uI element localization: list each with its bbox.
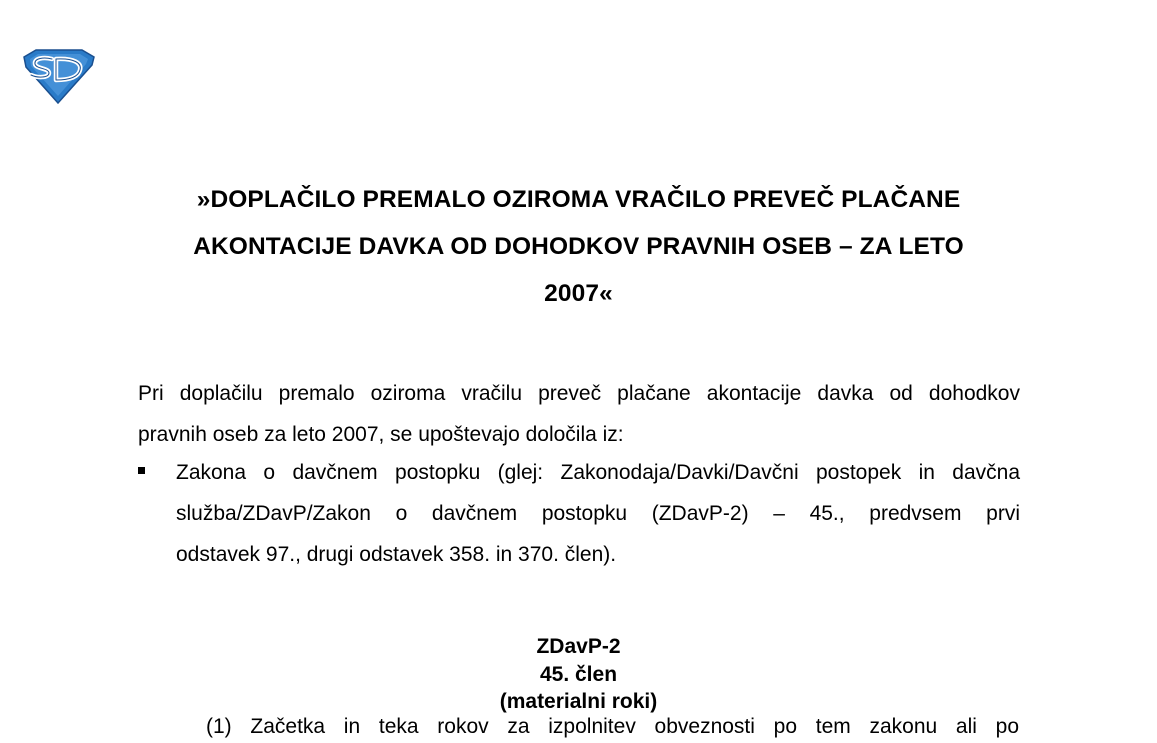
article-paragraph: (1) Začetka in teka rokov za izpolnitev obveznosti po tem zakonu ali po — [206, 715, 1019, 738]
document-title — [140, 176, 1017, 317]
article-title: (materialni roki) — [499, 690, 658, 713]
list-item — [138, 452, 1020, 575]
sd-logo-icon — [22, 47, 96, 105]
intro-line-1: Pri doplačilu premalo oziroma vračilu preveč plačane akontacije davka od dohodkov — [138, 382, 1020, 405]
title-line-3: 2007« — [544, 280, 613, 307]
article-number: 45. člen — [539, 662, 618, 686]
title-line-2: AKONTACIJE DAVKA OD DOHODKOV PRAVNIH OSEB – ZA LETO — [193, 233, 964, 260]
bullet-line-3: odstavek 97., drugi odstavek 358. in 370. člen). — [176, 543, 617, 566]
intro-line-2: pravnih oseb za leto 2007, se upoštevajo določila iz: — [138, 423, 624, 446]
bullet-line-2: služba/ZDavP/Zakon o davčnem postopku (ZDavP-2) – 45., predvsem prvi — [176, 502, 1020, 525]
intro-paragraph — [138, 373, 1020, 455]
title-line-1: »DOPLAČILO PREMALO OZIROMA VRAČILO PREVEČ PLAČANE — [196, 186, 961, 213]
article-law: ZDavP-2 — [536, 635, 621, 658]
bullet-line-1: Zakona o davčnem postopku (glej: Zakonodaja/Davki/Davčni postopek in davčna — [176, 461, 1020, 484]
square-bullet-icon — [138, 467, 145, 474]
logo — [22, 47, 96, 105]
bullet-list — [138, 452, 1020, 575]
article-heading — [140, 633, 1017, 716]
